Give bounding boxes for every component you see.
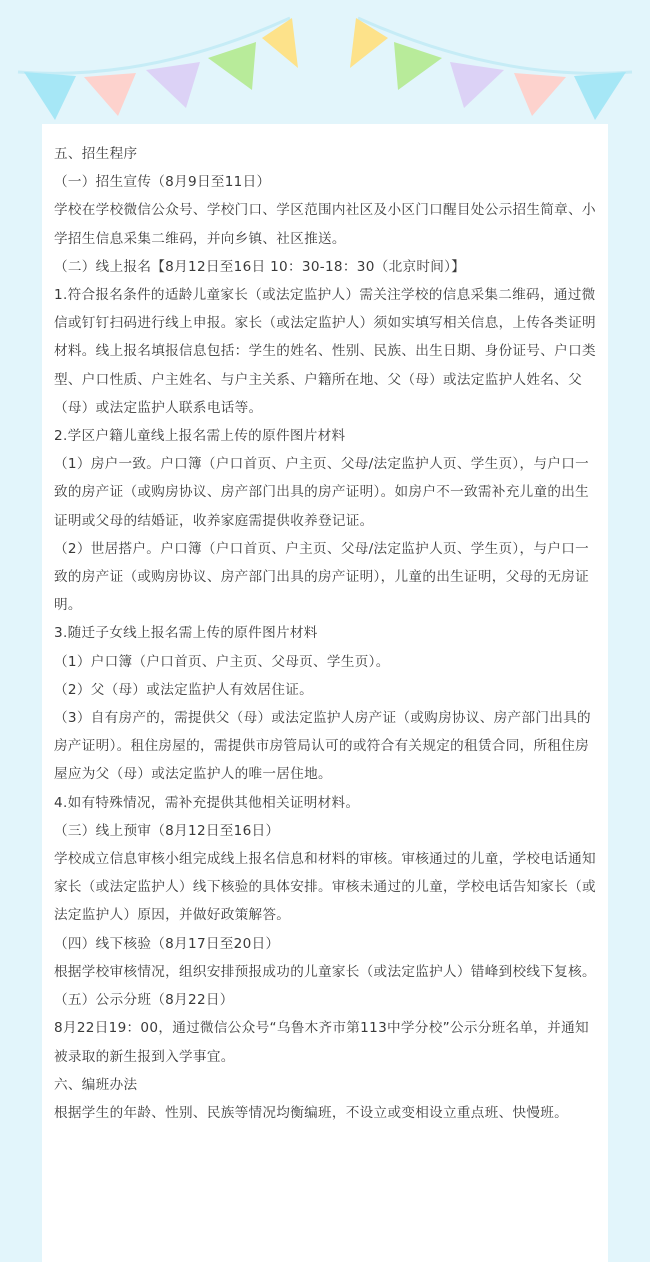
- bunting-flag: [24, 72, 76, 120]
- bunting-flag: [262, 18, 298, 68]
- bunting-flag: [450, 62, 504, 108]
- subheading-offline-verification: （四）线下核验（8月17日至20日）: [54, 935, 280, 952]
- bunting-flag: [146, 62, 200, 108]
- heading-migrant-materials: 3.随迁子女线上报名需上传的原件图片材料: [54, 625, 318, 642]
- paragraph-offline-verification: 根据学校审核情况，组织安排预报成功的儿童家长（或法定监护人）错峰到校线下复核。: [54, 963, 596, 980]
- paragraph-registration-requirements: 1.符合报名条件的适龄儿童家长（或法定监护人）需关注学校的信息采集二维码，通过微信或钉钉扫码进行线上申报。家长（或法定监护人）须如实填写相关信息，上传各类证明材料。线上报名填报信息包括：学生的姓名、性别、民族、出生日期、身份证号、户口类型、户口性质、户主姓名、与户主关系、户籍所在地、父（母）或法定监护人姓名、父（母）或法定监护人联系电话等。: [54, 287, 596, 416]
- paragraph-class-announcement: 8月22日19：00，通过微信公众号“乌鲁木齐市第113中学分校”公示分班名单，并通知被录取的新生报到入学事宜。: [54, 1020, 589, 1065]
- subheading-online-review: （三）线上预审（8月12日至16日）: [54, 822, 280, 839]
- section-heading-procedure: 五、招生程序: [54, 146, 138, 162]
- paragraph-housing-proof: （3）自有房产的，需提供父（母）或法定监护人房产证（或购房协议、房产部门出具的房产证明）。租住房屋的，需提供市房管局认可的或符合有关规定的租赁合同，所租住房屋应为父（母）或法定监护人的唯一居住地。: [54, 710, 591, 783]
- bunting-flag: [394, 42, 442, 90]
- paragraph-special-cases: 4.如有特殊情况，需补充提供其他相关证明材料。: [54, 794, 360, 811]
- bunting-flag: [350, 18, 388, 68]
- paragraph-publicity: 学校在学校微信公众号、学校门口、学区范围内社区及小区门口醒目处公示招生简章、小学招生信息采集二维码，并向乡镇、社区推送。: [54, 202, 596, 247]
- bunting-flag: [574, 72, 626, 120]
- subheading-publicity: （一）招生宣传（8月9日至11日）: [54, 174, 271, 191]
- subheading-class-announcement: （五）公示分班（8月22日）: [54, 992, 234, 1009]
- section-heading-class-assignment: 六、编班办法: [54, 1076, 138, 1093]
- subheading-online-registration: （二）线上报名【8月12日至16日 10：30-18：30（北京时间）】: [54, 258, 466, 275]
- article-body: [42, 124, 608, 1262]
- bunting-flag: [208, 42, 256, 90]
- heading-district-materials: 2.学区户籍儿童线上报名需上传的原件图片材料: [54, 428, 346, 445]
- paragraph-class-assignment: 根据学生的年龄、性别、民族等情况均衡编班，不设立或变相设立重点班、快慢班。: [54, 1104, 569, 1121]
- bunting-flag: [514, 73, 566, 116]
- paragraph-residence-permit: （2）父（母）或法定监护人有效居住证。: [54, 681, 314, 698]
- bunting-decoration: [0, 0, 650, 130]
- paragraph-house-household-match: （1）房户一致。户口簿（户口首页、户主页、父母/法定监护人页、学生页），与户口一致的房产证（或购房协议、房产部门出具的房产证明）。如房户不一致需补充儿童的出生证明或父母的结婚证，收养家庭需提供收养登记证。: [54, 456, 590, 529]
- paragraph-online-review: 学校成立信息审核小组完成线上报名信息和材料的审核。审核通过的儿童，学校电话通知家长（或法定监护人）线下核验的具体安排。审核未通过的儿童，学校电话告知家长（或法定监护人）原因，并做好政策解答。: [54, 851, 596, 924]
- paragraph-resident-household: （2）世居搭户。户口簿（户口首页、户主页、父母/法定监护人页、学生页），与户口一致的房产证（或购房协议、房产部门出具的房产证明），儿童的出生证明，父母的无房证明。: [54, 540, 590, 614]
- bunting-flag: [84, 73, 136, 116]
- paragraph-household-register: （1）户口簿（户口首页、户主页、父母页、学生页）。: [54, 653, 390, 670]
